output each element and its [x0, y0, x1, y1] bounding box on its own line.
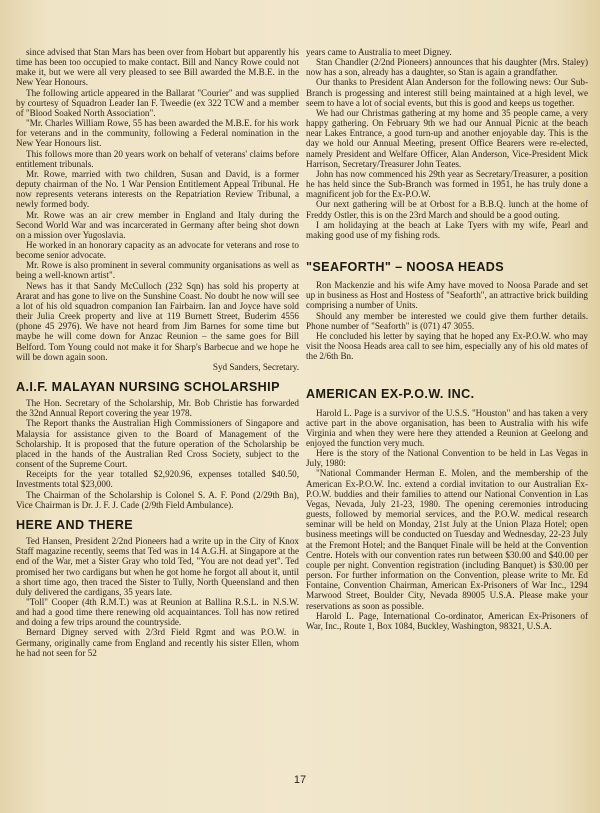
paragraph: Should any member be interested we could give them further details. Phone number of "Seaforth" is (071) 47 3055.	[306, 310, 588, 331]
paragraph: The Chairman of the Scholarship is Colonel S. A. F. Pond (2/29th Bn), Vice Chairman is Dr. J. F. J. Cade (2/9th Field Ambulance).	[16, 489, 299, 510]
paragraph: "Toll" Cooper (4th R.M.T.) was at Reunion at Ballina R.S.L. in N.S.W. and had a good time there renewing old acquaintances. Toll has now retired and doing a few trips around the countryside.	[16, 596, 299, 628]
paragraph: Harold L. Page, International Co-ordinator, American Ex-Prisoners of War, Inc., Route 1, Box 1084, Buckley, Washington, 98321, U.S.A.	[306, 610, 588, 631]
paragraph: Mr. Rowe is also prominent in several community organisations as well as being a well-known artist".	[16, 260, 299, 281]
paragraph: News has it that Sandy McCulloch (232 Sqn) has sold his property at Ararat and has gone to live on the Sunshine Coast. No doubt he now will see a lot of his old squadron companion Ian Fairbairn. Ian and Joyce have sold their Julia Creek property and live at 119 Burnett Street, Buderim 4556 (phone 45 2976). We have not heard from Jim Barnes for some time but maybe he will come down for Anzac Reunion – the same goes for Bill Belford. Tom Young could not make it for Sharp's Barbecue and we hope he will be down again soon.	[16, 280, 299, 362]
paragraph: We had our Christmas gathering at my home and 35 people came, a very happy gathering. On February 9th we had our Annual Picnic at the beach near Lakes Entrance, a good turn-up and another enjoyable day. This is the day we hold our Annual Meeting, present Office Bearers were re-elected, namely President and Welfare Officer, Alan Anderson, Vice-President Mick Harrison, Secretary/Treasurer John Teates.	[306, 107, 588, 169]
left-column	[16, 47, 299, 658]
paragraph: Stan Chandler (2/2nd Pioneers) announces that his daughter (Mrs. Staley) now has a son, already has a daughter, so Stan is again a grandfather.	[306, 57, 588, 78]
paragraph: years came to Australia to meet Digney.	[306, 47, 452, 57]
paragraph: He concluded his letter by saying that he hoped any Ex-P.O.W. who may visit the Noosa Heads area call to see him, especially any of his old mates of the 2/6th Bn.	[306, 330, 588, 362]
paragraph: He worked in an honorary capacity as an advocate for veterans and rose to become senior advocate.	[16, 239, 299, 261]
section-heading-nursing-scholarship: A.I.F. MALAYAN NURSING SCHOLARSHIP	[16, 380, 280, 394]
paragraph: Receipts for the year totalled $2,920.96, expenses totalled $40.50, Investments total $23,000.	[16, 469, 299, 490]
paragraph: Mr. Rowe, married with two children, Susan and David, is a former deputy chairman of the No. 1 War Pension Entitlement Appeal Tribunal. He now represents veterans interests on the Repatriation Review Tribunal, a newly formed body.	[16, 168, 299, 210]
paragraph: Harold L. Page is a survivor of the U.S.S. "Houston" and has taken a very active part in the above organisation, has been to Australia with his wife Virginia and when they were here they attended a Reunion at Geelong and enjoyed the function very much.	[306, 407, 588, 448]
paragraph: Bernard Digney served with 2/3rd Field Rgmt and was P.O.W. in Germany, originally came from England and recently his sister Ellen, whom he had not seen for 52	[16, 627, 299, 658]
signoff: Syd Sanders, Secretary.	[212, 361, 299, 372]
paragraph: The Report thanks the Australian High Commissioners of Singapore and Malaysia for assistance given to the Board of Management of the Scholarship. It is proposed that the future operation of the Scholarship be placed in the hands of the Australian Red Cross Society, subject to the consent of the Supreme Court.	[16, 418, 299, 470]
section-heading-here-and-there: HERE AND THERE	[16, 517, 134, 532]
right-column	[306, 47, 588, 631]
paragraph: This follows more than 20 years work on behalf of veterans' claims before entitlement tribunals.	[16, 148, 299, 169]
paragraph: Our thanks to President Alan Anderson for the following news: Our Sub-Branch is progessing and interest still being maintained at a high level, we seem to have a lot of social events, but this is good and keeps us together.	[306, 77, 588, 108]
paragraph: Ted Hansen, President 2/2nd Pioneers had a write up in the City of Knox Staff magazine recently, seems that Ted was in 14 A.G.H. at Singapore at the end of the War, met a Sister Gray who told Ted, "You are not dead yet". Ted promised her two cardigans but when he got home he forgot all about it, until a short time ago, then traced the Sister to Tully, North Queensland and then duly delivered the cardigans, 35 years late.	[16, 536, 299, 597]
paragraph: John has now commenced his 29th year as Secretary/Treasurer, a position he has held since the Sub-Branch was formed in 1951, he has truly done a magnificent job for the Ex-P.O.W.	[306, 168, 588, 200]
paragraph: "Mr. Charles William Rowe, 55 has been awarded the M.B.E. for his work for veterans and in the community, following a Federal nomination in the New Year Honours list.	[16, 118, 299, 149]
paragraph: I am holidaying at the beach at Lake Tyers with my wife, Pearl and making good use of my fishing rods.	[306, 219, 588, 240]
paragraph: "National Commander Herman E. Molen, and the membership of the American Ex-P.O.W. Inc. extend a cordial invitation to our Australian Ex-P.O.W. buddies and their families to attend our National Convention in Las Vegas, Nevada, July 21-23, 1980. The opening ceremonies introducing guests, followed by memorial services, and the P.O.W. medical research seminar will be held on Monday, 21st July at the Union Plaza Hotel; open business meetings will be conducted on Tuesday and Wednesday, 22-23 July at the Fremont Hotel; and the Banquet Finale will be held at the Convention Centre. Hotels with our convention rates run between $30.00 and $40.00 per couple per night. Convention registration (including Banquet) is $30.00 per person. For further information on the Convention, please write to Mr. Ed Fontaine, Convention Chairman, American Ex-Prisoners of War Inc., 1294 Marwood Street, Boulder City, Nevada 89005 U.S.A. Please make your reservations as soon as possible.	[306, 468, 588, 611]
paragraph: Our next gathering will be at Orbost for a B.B.Q. lunch at the home of Freddy Ostler, this is on the 23rd March and should be a good outing.	[306, 199, 588, 220]
page-number: 17	[293, 774, 307, 786]
paragraph: Ron Mackenzie and his wife Amy have moved to Noosa Parade and set up in business as Host and Hostess of "Seaforth", an attractive brick building comprising a number of Units.	[306, 280, 588, 311]
section-heading-seaforth: "SEAFORTH" – NOOSA HEADS	[306, 259, 505, 274]
paragraph: Here is the story of the National Convention to be held in Las Vegas in July, 1980:	[306, 448, 588, 469]
section-heading-american-ex-pow: AMERICAN EX-P.O.W. INC.	[306, 387, 475, 402]
paragraph: since advised that Stan Mars has been over from Hobart but apparently his time has been too occupied to make contact. Bill and Nancy Rowe could not make it, but we were all very pleased to see Bill awarded the M.B.E. in the New Year Honours.	[16, 47, 299, 88]
paragraph: The Hon. Secretary of the Scholarship, Mr. Bob Christie has forwarded the 32nd Annual Report covering the year 1978.	[16, 398, 299, 419]
paragraph: The following article appeared in the Ballarat "Courier" and was supplied by courtesy of Squadron Leader Ian F. Tweedie (ex 322 TCW and a member of "Blood Soaked North Association".	[16, 87, 299, 118]
paragraph: Mr. Rowe was an air crew member in England and Italy during the Second World War and was incarcerated in Germany after being shot down on a mission over Yugoslavia.	[16, 209, 299, 240]
